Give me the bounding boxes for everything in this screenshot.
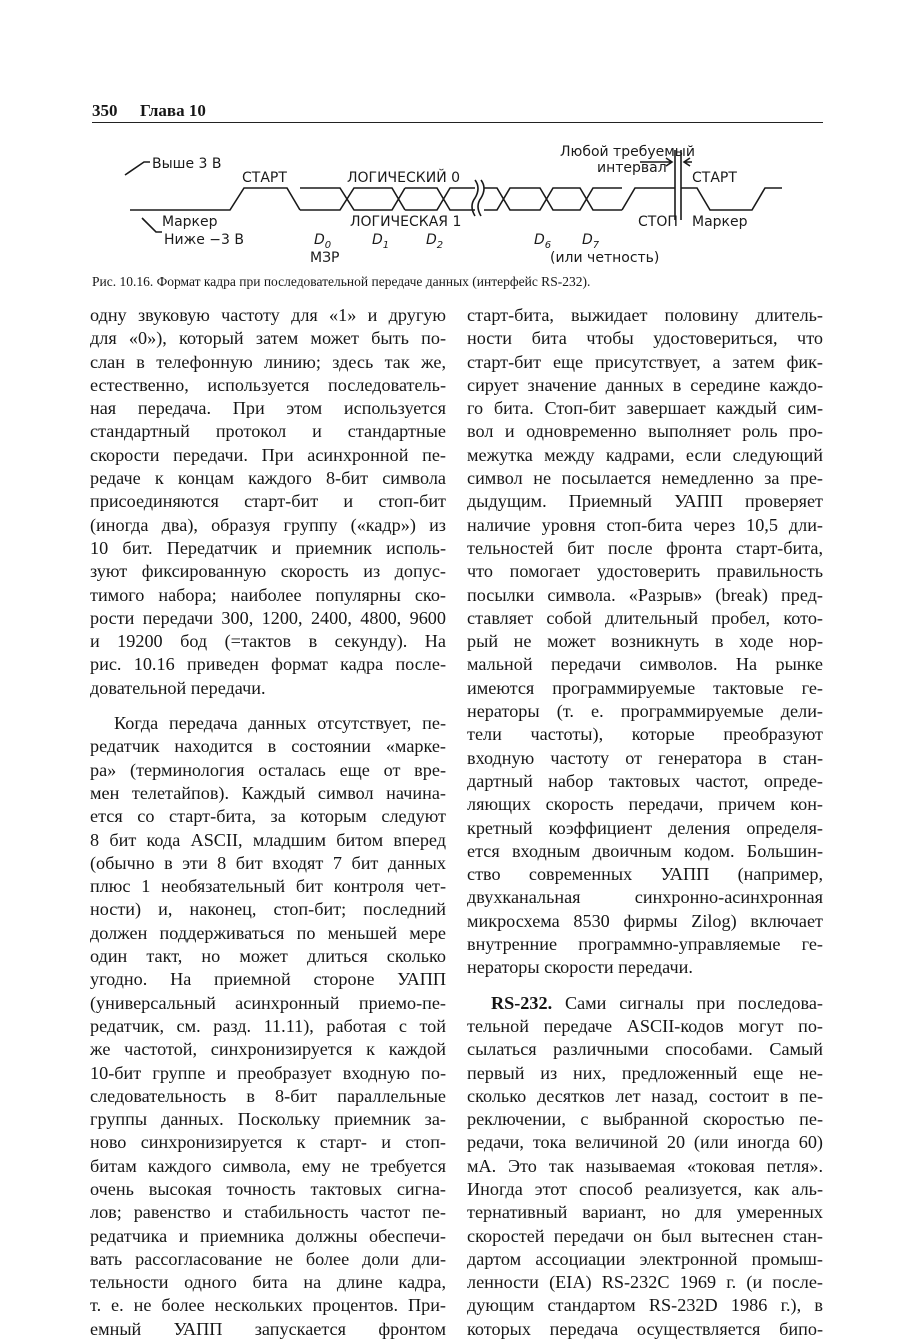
text-line: редатчик, см. разд. 11.11), работая с той: [90, 1015, 446, 1036]
d0-label: $D_0$: [314, 232, 332, 251]
rs232-frame-figure: [92, 140, 823, 270]
text-line: (универсальный асинхронный приемо-пе-: [90, 992, 446, 1013]
marker-pointer-top: [125, 162, 150, 175]
start-label: СТАРТ: [242, 170, 287, 186]
text-line: рый не может возникнуть в ходе нор-: [467, 631, 823, 652]
text-line: зуют фиксированную скорость из допус-: [90, 561, 446, 582]
text-line: реключении, с выбранной скоростью пе-: [467, 1109, 823, 1130]
text-line: го бита. Стоп-бит завершает каждый сим-: [467, 398, 823, 419]
text-line: должен поддерживаться по меньшей мере: [90, 922, 446, 943]
below-label: Ниже −3 В: [164, 232, 244, 248]
logic0-label: ЛОГИЧЕСКИЙ 0: [347, 170, 461, 186]
text-line: же частотой, синхронизируется к каждой: [90, 1039, 446, 1060]
text-line: входную частоту от генератора в стан-: [467, 747, 823, 768]
start2-label: СТАРТ: [692, 170, 737, 186]
interval-label-2: интервал: [597, 160, 667, 176]
text-line: очень высокая точность тактовых сигна-: [90, 1178, 446, 1199]
text-line: ется входным двоичным кодом. Большин-: [467, 840, 823, 861]
text-line: тельной передаче ASCII-кодов могут по-: [467, 1015, 823, 1036]
text-line: наличие уровня стоп-бита через 10,5 дли-: [467, 514, 823, 535]
text-line: лов; равенство и стабильность частот пе-: [90, 1202, 446, 1223]
text-line: сирует значение данных в середине каждо-: [467, 374, 823, 395]
above-label: Выше 3 В: [152, 156, 222, 172]
text-line: тели частоты), которые преобразуют: [467, 724, 823, 745]
text-line: старт-бита, выжидает половину длитель-: [467, 305, 823, 325]
text-line: символ не посылается немедленно за пре-: [467, 468, 823, 489]
text-line: ново синхронизируется к старт- и стоп-: [90, 1132, 446, 1153]
d1-label: $D_1$: [372, 232, 390, 251]
text-line: имеются программируемые тактовые ге-: [467, 677, 823, 698]
text-line: ности) и, наконец, стоп-бит; последний: [90, 899, 446, 920]
text-line: которых передача осуществляется бипо-: [467, 1318, 823, 1339]
logic1-label: ЛОГИЧЕСКАЯ 1: [350, 214, 462, 230]
text-line: старт-бит еще присутствует, а затем фик-: [467, 351, 823, 372]
marker2-label: Маркер: [692, 214, 748, 230]
text-line: первый из них, предложенный еще не-: [467, 1062, 823, 1083]
d6-label: $D_6$: [534, 232, 552, 251]
text-line: мальной передачи символов. На рынке: [467, 654, 823, 675]
text-line: (иногда два), образуя группу («кадр») из: [90, 514, 446, 535]
text-line: Когда передача данных отсутствует, пе-: [114, 713, 446, 734]
text-line: дыдущим. Приемный УАПП проверяет: [467, 491, 823, 512]
text-line: кретный коэффициент деления определя-: [467, 817, 823, 838]
text-line: один такт, но может длиться сколько: [90, 946, 446, 967]
text-line: редатчик находится в состоянии «марке-: [90, 736, 446, 757]
text-line: рис. 10.16 приведен формат кадра после-: [90, 654, 446, 675]
page-number: 350: [92, 101, 118, 120]
text-line: ется со старт-бита, за которым следуют: [90, 806, 446, 827]
text-line: естественно, используется последователь-: [90, 374, 446, 395]
text-line: скорости передачи. При асинхронной пе-: [90, 444, 446, 465]
lsb-label: МЗР: [310, 250, 340, 266]
text-line: вать рассогласование не более доли дли-: [90, 1248, 446, 1269]
page-header: [92, 100, 823, 123]
text-line: плюс 1 необязательный бит контроля чет-: [90, 876, 446, 897]
signal-line: [130, 188, 475, 210]
text-span: Сами сигналы при последова-: [552, 992, 823, 1013]
chapter-title: Глава 10: [140, 101, 206, 120]
text-line: посылки символа. «Разрыв» (break) пред-: [467, 584, 823, 605]
text-line: сколько десятков лет назад, состоит в пе-: [467, 1085, 823, 1106]
text-line: [467, 992, 823, 1015]
text-line: 10-бит группе и преобразует входную по-: [90, 1062, 446, 1083]
stop-label: СТОП: [638, 214, 678, 230]
text-line: одну звуковую частоту для «1» и другую: [90, 305, 446, 325]
section-heading: RS-232.: [491, 992, 553, 1013]
text-line: ставляет собой длительный пробел, кото-: [467, 607, 823, 628]
marker-pointer-bottom: [142, 218, 162, 232]
text-line: слан в телефонную линию; здесь так же,: [90, 351, 446, 372]
text-line: для «0»), который затем может быть по-: [90, 328, 446, 349]
text-line: тельности одного бита на длине кадра,: [90, 1272, 446, 1293]
text-line: тернативный вариант, но для умеренных: [467, 1202, 823, 1223]
text-line: ра» (терминология осталась еще от вре-: [90, 759, 446, 780]
text-line: т. е. не более нескольких процентов. При-: [90, 1295, 446, 1316]
text-line: присоединяются старт-бит и стоп-бит: [90, 491, 446, 512]
text-line: ленности (EIA) RS-232C 1969 г. (и после-: [467, 1272, 823, 1293]
text-line: мА. Это так называемая «токовая петля».: [467, 1155, 823, 1176]
text-line: довательной передачи.: [90, 677, 266, 698]
text-line: нераторы (т. е. программируемые дели-: [467, 701, 823, 722]
text-line: дующим стандартом RS-232D 1986 г.), в: [467, 1295, 823, 1316]
figure-caption: Рис. 10.16. Формат кадра при последовательной передаче данных (интерфейс RS-232).: [92, 274, 591, 289]
marker-label: Маркер: [162, 214, 218, 230]
text-line: тельностей бит после фронта старт-бита,: [467, 537, 823, 558]
text-line: микросхема 8530 фирмы Zilog) включает: [467, 910, 823, 931]
text-line: межутка между кадрами, если следующий: [467, 444, 823, 465]
left-column: [90, 304, 446, 1341]
paragraph: [467, 992, 823, 1341]
d2-label: $D_2$: [426, 232, 444, 251]
paragraph: [90, 304, 446, 700]
text-line: и 19200 бод (=тактов в секунду). На: [90, 631, 446, 652]
text-line: дартом ассоциации электронной промыш-: [467, 1248, 823, 1269]
text-line: вол и одновременно выполняет роль про-: [467, 421, 823, 442]
text-line: (обычно в эти 8 бит входят 7 бит данных: [90, 852, 446, 873]
text-line: редачи, тока величиной 20 (или иногда 60): [467, 1132, 823, 1153]
text-line: группы данных. Поскольку приемник за-: [90, 1109, 446, 1130]
text-line: дартный набор тактовых частот, опреде-: [467, 770, 823, 791]
text-line: ство современных УАПП (например,: [467, 864, 823, 885]
text-line: скоростей передачи он был вытеснен стан-: [467, 1225, 823, 1246]
interval-label-1: Любой требуемый: [560, 144, 695, 160]
text-line: что помогает удостоверить правильность: [467, 561, 823, 582]
paragraph: [467, 304, 823, 980]
text-line: Иногда этот способ реализуется, как аль-: [467, 1178, 823, 1199]
text-line: ляющих скорость передачи, причем кон-: [467, 794, 823, 815]
text-line: редаче к концам каждого 8-бит символа: [90, 468, 446, 489]
text-line: угодно. На приемной стороне УАПП: [90, 969, 446, 990]
text-line: 8 бит кода ASCII, младшим битом вперед: [90, 829, 446, 850]
text-line: битам каждого символа, ему не требуется: [90, 1155, 446, 1176]
timing-diagram: [92, 140, 823, 270]
text-line: ная передача. При этом используется: [90, 398, 446, 419]
text-line: следовательность в 8-бит параллельные: [90, 1085, 446, 1106]
text-line: рости передачи 300, 1200, 2400, 4800, 9600: [90, 607, 446, 628]
text-line: редатчика и приемника должны обеспечи-: [90, 1225, 446, 1246]
d7-label: $D_7$: [582, 232, 600, 251]
text-line: мен телетайпов). Каждый символ начина-: [90, 782, 446, 803]
text-line: нераторы скорости передачи.: [467, 957, 693, 978]
text-line: емный УАПП запускается фронтом: [90, 1318, 446, 1339]
text-line: сылаться различными способами. Самый: [467, 1039, 823, 1060]
text-line: 10 бит. Передатчик и приемник исполь-: [90, 537, 446, 558]
text-line: ности бита чтобы удостовериться, что: [467, 328, 823, 349]
text-line: внутренние программно-управляемые ге-: [467, 934, 823, 955]
text-line: тимого набора; наиболее популярны ско-: [90, 584, 446, 605]
text-line: стандартный протокол и стандартные: [90, 421, 446, 442]
text-line: двухканальная синхронно-асинхронная: [467, 887, 823, 908]
paragraph: [90, 712, 446, 1341]
parity-label: (или четность): [550, 250, 660, 266]
right-column: [467, 304, 823, 1341]
